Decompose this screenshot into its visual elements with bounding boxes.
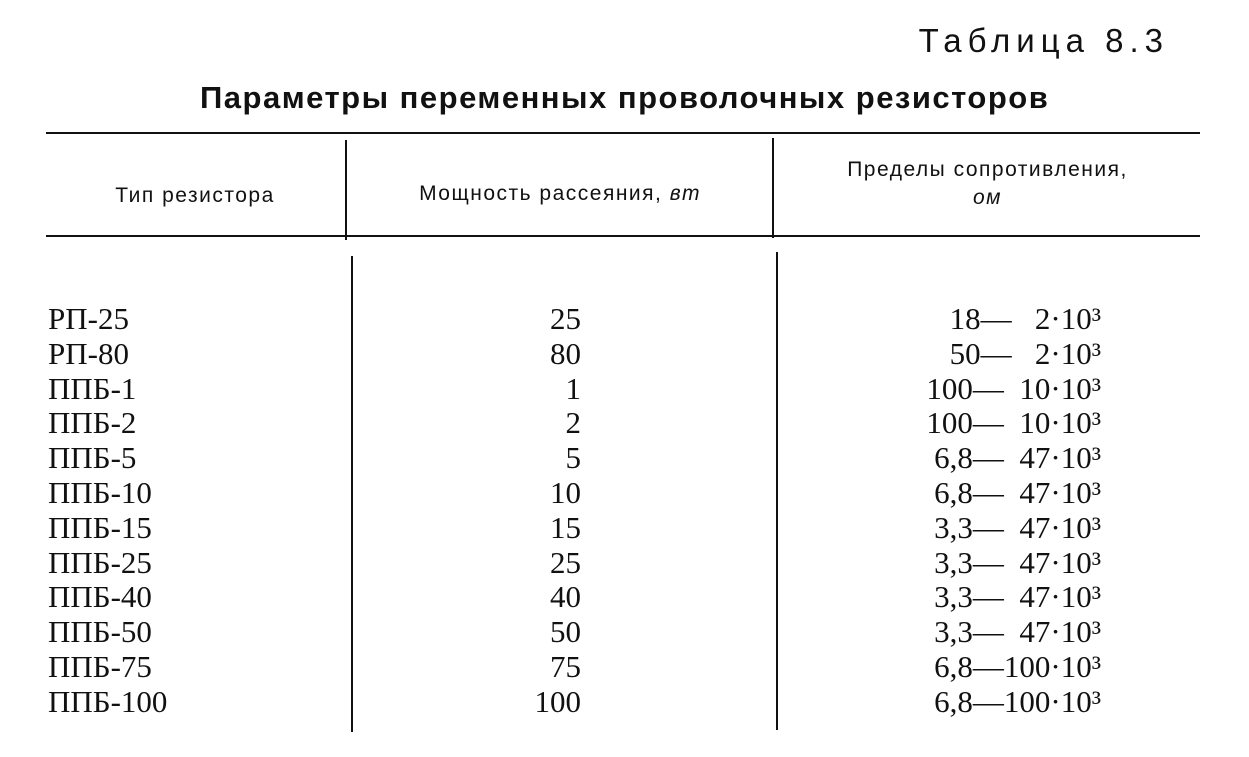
- cell-resistor-type: ППБ-100: [48, 683, 168, 719]
- cell-power: 40: [550, 579, 581, 615]
- cell-resistor-type: ППБ-15: [48, 509, 152, 545]
- cell-power: 1: [565, 370, 581, 406]
- column-header-range: [790, 156, 1185, 212]
- table-label: Таблица 8.3: [918, 22, 1169, 59]
- cell-resistance-range: 18— 2·10³: [949, 301, 1101, 336]
- cell-resistor-type: ППБ-10: [48, 474, 152, 510]
- header-divider-2: [772, 138, 774, 238]
- cell-resistance-range: 6,8— 47·10³: [934, 440, 1101, 476]
- cell-resistance-range: 3,3— 47·10³: [934, 509, 1101, 545]
- header-rule: [46, 235, 1200, 237]
- table-row: [0, 615, 1249, 650]
- table-row: [0, 406, 1249, 441]
- cell-power: 2: [565, 405, 581, 441]
- cell-resistor-type: ППБ-2: [48, 405, 137, 441]
- table-row: [0, 580, 1249, 615]
- cell-resistance-range: 3,3— 47·10³: [934, 614, 1101, 650]
- column-header-power: [360, 180, 760, 208]
- table-row: [0, 650, 1249, 685]
- cell-resistance-range: 100— 10·10³: [926, 370, 1101, 406]
- cell-resistor-type: ППБ-1: [48, 370, 137, 406]
- cell-power: 10: [550, 474, 581, 510]
- table-title: Параметры переменных проволочных резисторов: [200, 80, 1050, 115]
- cell-power: 25: [550, 301, 581, 336]
- table-row: [0, 372, 1249, 407]
- table-row: [0, 337, 1249, 372]
- cell-power: 80: [550, 335, 581, 371]
- cell-power: 75: [550, 648, 581, 684]
- cell-resistance-range: 6,8—100·10³: [934, 648, 1101, 684]
- column-header-range-unit: ом: [972, 186, 1003, 209]
- cell-resistance-range: 50— 2·10³: [949, 335, 1101, 371]
- cell-resistance-range: 6,8— 47·10³: [934, 474, 1101, 510]
- cell-resistor-type: ППБ-25: [48, 544, 152, 580]
- column-header-power-label: Мощность рассеяния,: [419, 182, 663, 205]
- cell-resistor-type: ППБ-5: [48, 440, 137, 476]
- cell-resistor-type: ППБ-75: [48, 648, 152, 684]
- cell-resistor-type: РП-25: [48, 301, 129, 336]
- cell-resistance-range: 3,3— 47·10³: [934, 544, 1101, 580]
- cell-resistance-range: 3,3— 47·10³: [934, 579, 1101, 615]
- table-row: [0, 546, 1249, 581]
- cell-power: 100: [534, 683, 581, 719]
- column-header-type: [60, 182, 330, 210]
- table-row: [0, 441, 1249, 476]
- column-header-type-label: Тип резистора: [115, 184, 275, 207]
- cell-resistor-type: ППБ-40: [48, 579, 152, 615]
- cell-power: 5: [565, 440, 581, 476]
- table-row: [0, 685, 1249, 720]
- top-rule: [46, 132, 1200, 134]
- header-divider-1: [345, 140, 347, 240]
- table-row: [0, 302, 1249, 337]
- cell-resistor-type: РП-80: [48, 335, 129, 371]
- cell-power: 50: [550, 614, 581, 650]
- cell-resistor-type: ППБ-50: [48, 614, 152, 650]
- column-header-range-label: Пределы сопротивления,: [847, 158, 1128, 181]
- cell-power: 25: [550, 544, 581, 580]
- cell-resistance-range: 100— 10·10³: [926, 405, 1101, 441]
- column-header-power-unit: вт: [669, 182, 701, 205]
- table-row: [0, 511, 1249, 546]
- table-row: [0, 476, 1249, 511]
- cell-resistance-range: 6,8—100·10³: [934, 683, 1101, 719]
- cell-power: 15: [550, 509, 581, 545]
- table-body: [0, 302, 1249, 720]
